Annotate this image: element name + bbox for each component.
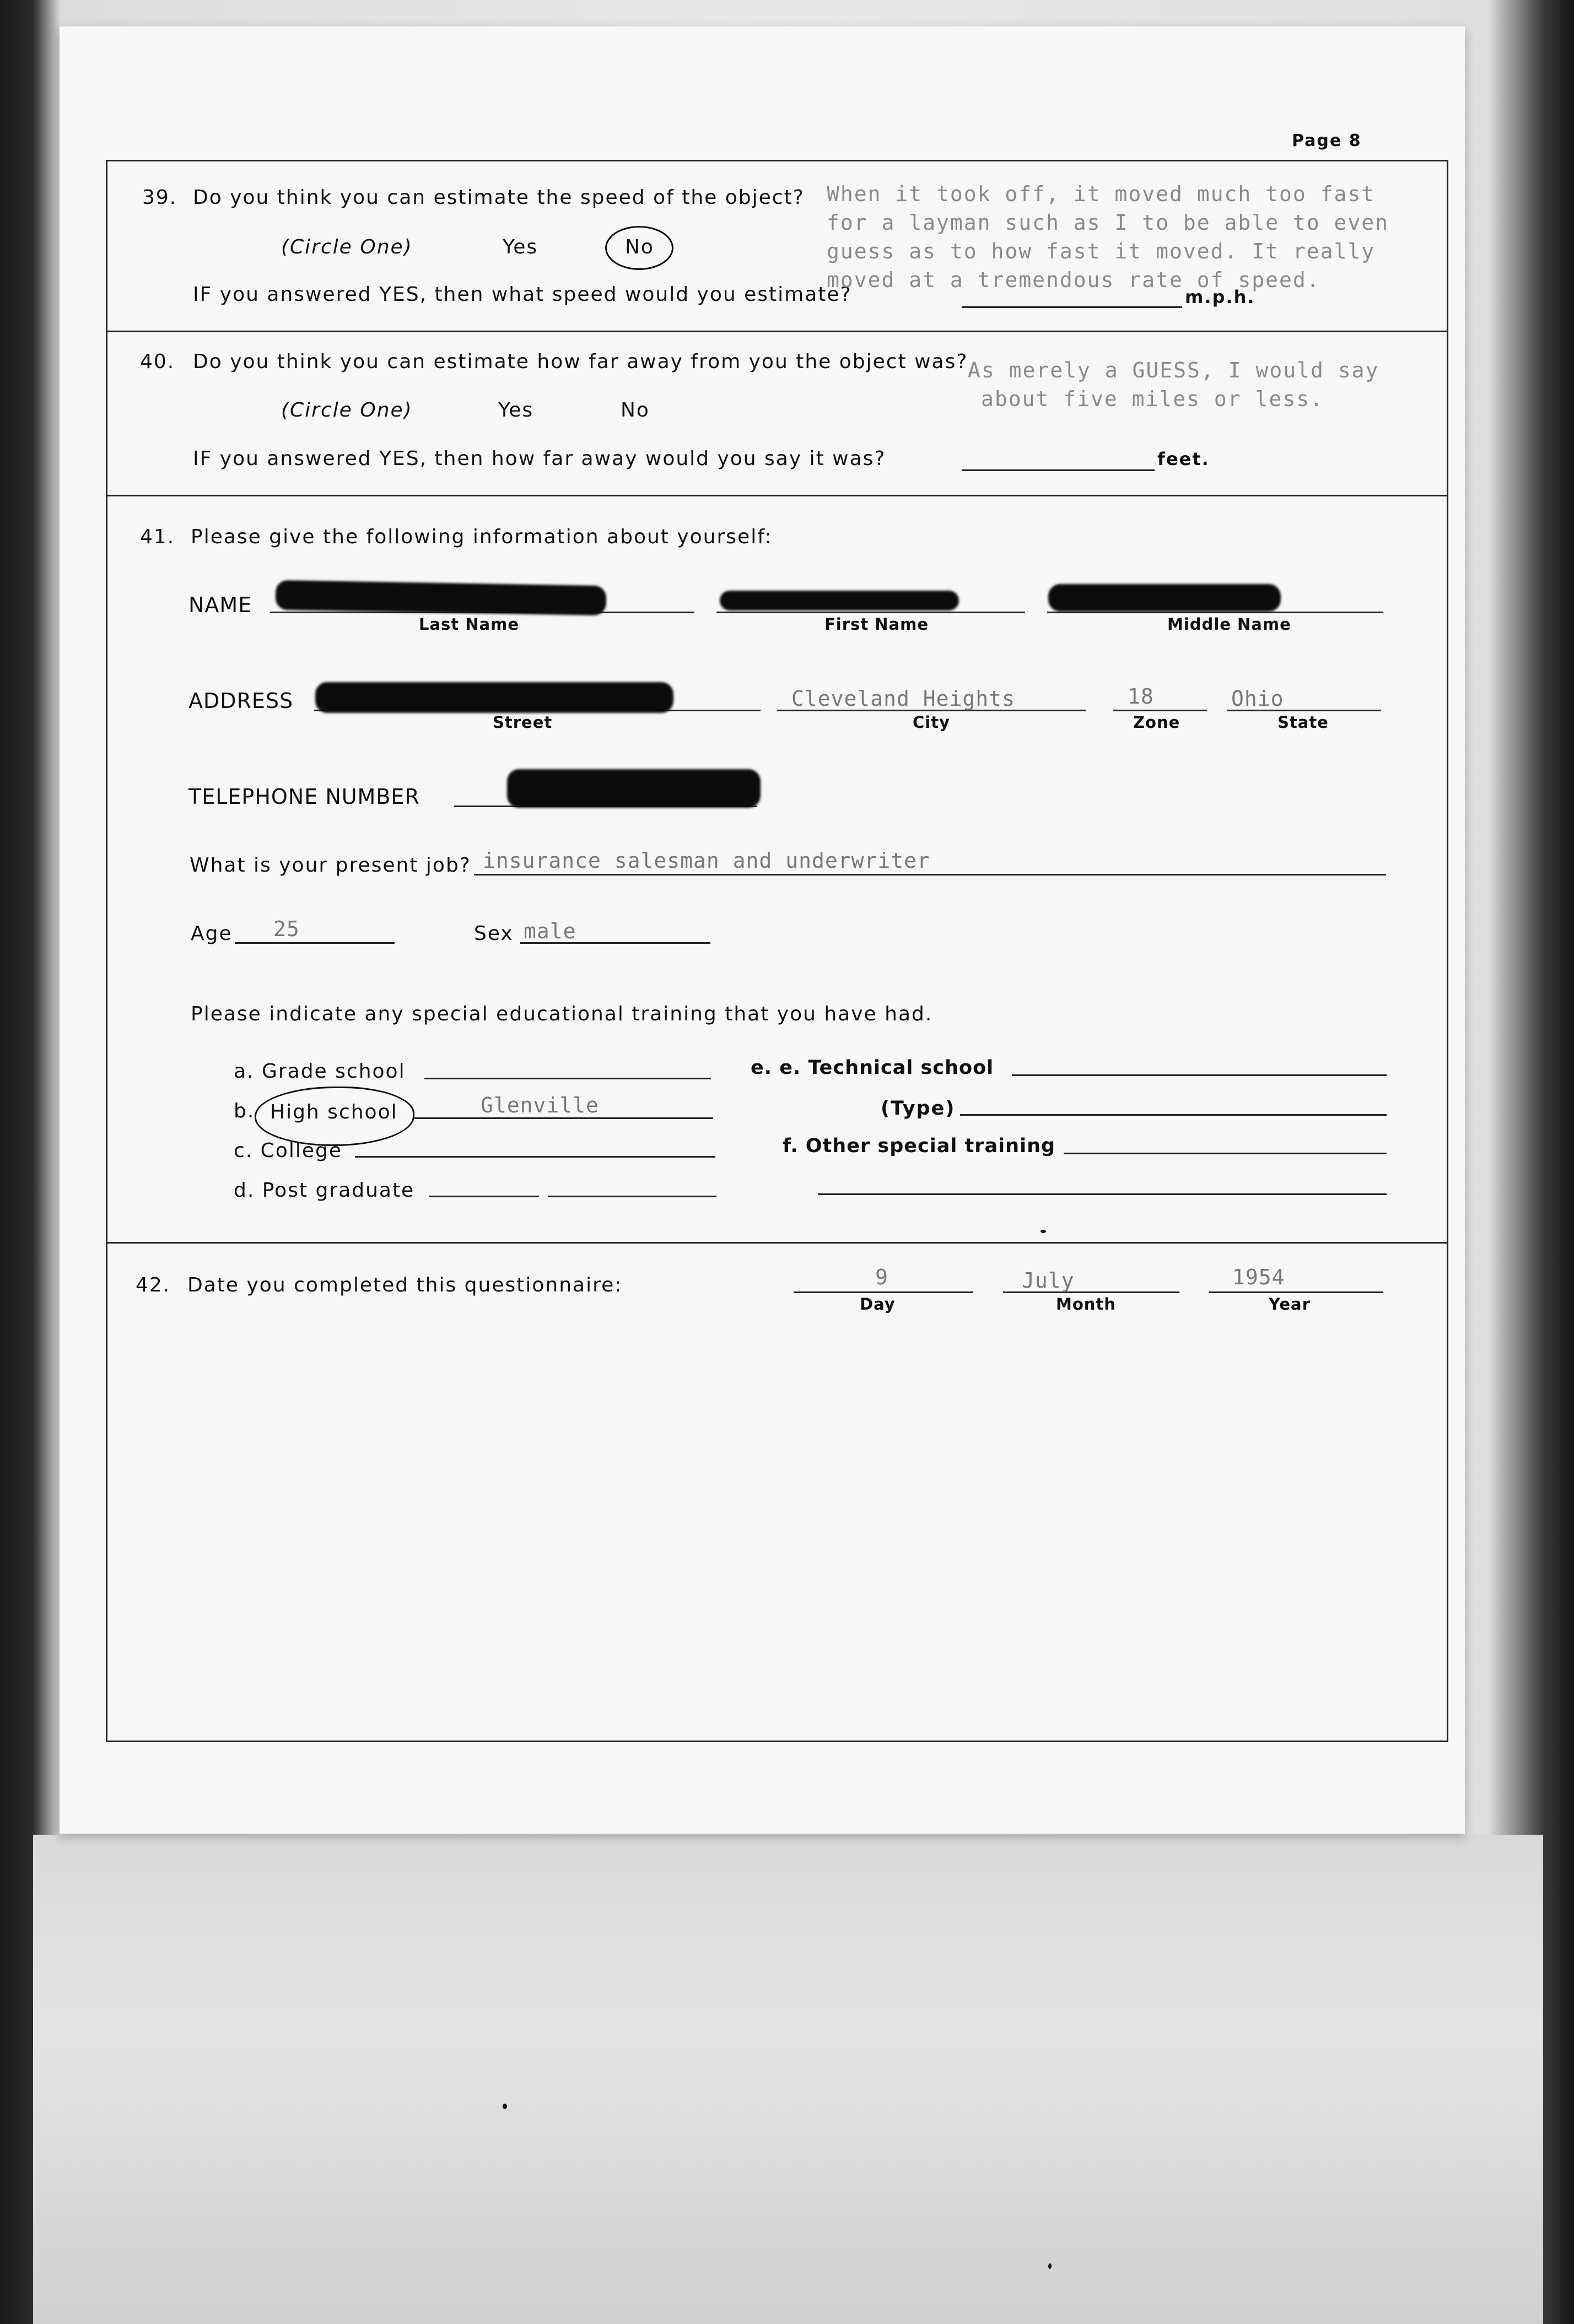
q41-number: 41. — [140, 526, 175, 548]
job-value: insurance salesman and underwriter — [483, 848, 930, 873]
sex-value: male — [524, 919, 576, 943]
q39-question: Do you think you can estimate the speed of the object? — [193, 186, 805, 209]
q39-unit: m.p.h. — [1185, 287, 1255, 307]
q39-answer-line-3: guess as to how fast it moved. It really — [827, 239, 1376, 263]
street-caption: Street — [493, 713, 553, 732]
edu-b-prefix: b. — [234, 1100, 255, 1122]
edu-technical-school: e. e. Technical school — [751, 1057, 994, 1079]
dust-speck — [503, 2104, 507, 2109]
state-value: Ohio — [1231, 687, 1284, 711]
technical-school-line — [1012, 1074, 1387, 1076]
dust-speck — [1041, 1230, 1046, 1233]
last-name-caption: Last Name — [419, 615, 519, 634]
q39-yes: Yes — [503, 236, 538, 258]
q40-question: Do you think you can estimate how far away from you the object was? — [193, 350, 968, 373]
month-value: July — [1022, 1268, 1075, 1293]
day-value: 9 — [875, 1265, 888, 1289]
q42-question: Date you completed this questionnaire: — [187, 1274, 623, 1296]
edu-other-training: f. Other special training — [783, 1135, 1056, 1157]
dust-speck — [1048, 2263, 1052, 2269]
edu-college: c. College — [234, 1139, 342, 1162]
job-line — [474, 874, 1386, 875]
edu-type: (Type) — [881, 1098, 956, 1120]
q39-speed-line — [962, 306, 1182, 308]
street-redaction — [315, 682, 673, 713]
last-name-redaction — [276, 580, 607, 615]
q40-no: No — [621, 399, 650, 421]
year-line — [1209, 1291, 1383, 1293]
q40-circle-one: (Circle One) — [281, 399, 413, 421]
edu-post-graduate: d. Post graduate — [234, 1179, 415, 1202]
edu-grade-school: a. Grade school — [234, 1060, 406, 1083]
day-caption: Day — [860, 1295, 896, 1314]
q41-prompt: Please give the following information about yourself: — [191, 526, 773, 548]
other-training-line — [1064, 1153, 1387, 1154]
type-line — [960, 1114, 1387, 1116]
middle-name-redaction — [1048, 584, 1281, 612]
divider-39-40 — [106, 331, 1448, 332]
post-graduate-line-1 — [429, 1196, 539, 1197]
q39-followup: IF you answered YES, then what speed would you estimate? — [193, 283, 852, 306]
high-school-line — [414, 1117, 713, 1119]
state-caption: State — [1277, 713, 1329, 732]
zone-value: 18 — [1128, 684, 1154, 709]
job-label: What is your present job? — [190, 854, 471, 877]
first-name-line — [716, 612, 1025, 613]
zone-line — [1113, 710, 1207, 711]
page-number: Page 8 — [1292, 131, 1362, 150]
q40-number: 40. — [140, 350, 175, 373]
telephone-label: TELEPHONE NUMBER — [188, 785, 420, 809]
edu-high-school: High school — [270, 1101, 398, 1123]
age-line — [235, 942, 395, 944]
zone-caption: Zone — [1133, 713, 1180, 732]
q42-number: 42. — [136, 1274, 171, 1296]
q39-circle-one: (Circle One) — [281, 236, 413, 258]
lower-board — [33, 1835, 1543, 2324]
month-caption: Month — [1056, 1295, 1116, 1314]
q39-answer-line-4: moved at a tremendous rate of speed. — [827, 268, 1320, 292]
city-caption: City — [913, 713, 950, 732]
post-graduate-line-2 — [548, 1196, 716, 1197]
q39-no: No — [625, 236, 654, 258]
sex-label: Sex — [474, 922, 514, 945]
q39-answer-line-1: When it took off, it moved much too fast — [827, 182, 1376, 206]
year-caption: Year — [1269, 1295, 1311, 1314]
q40-answer-line-1: As merely a GUESS, I would say — [968, 358, 1379, 382]
name-label: NAME — [188, 593, 252, 617]
age-label: Age — [191, 922, 233, 945]
city-value: Cleveland Heights — [791, 687, 1015, 711]
first-name-caption: First Name — [824, 615, 929, 634]
other-training-line-2 — [818, 1193, 1387, 1195]
year-value: 1954 — [1232, 1265, 1285, 1289]
grade-school-line — [424, 1078, 711, 1079]
q40-answer-line-2: about five miles or less. — [981, 387, 1324, 411]
divider-41-42 — [106, 1242, 1448, 1244]
address-label: ADDRESS — [188, 689, 294, 713]
high-school-value: Glenville — [481, 1093, 599, 1117]
college-line — [355, 1156, 715, 1158]
age-value: 25 — [273, 917, 300, 941]
q40-yes: Yes — [498, 399, 534, 421]
day-line — [794, 1291, 973, 1293]
q39-number: 39. — [142, 186, 177, 209]
first-name-redaction — [720, 591, 959, 610]
q40-distance-line — [962, 469, 1155, 471]
q40-followup: IF you answered YES, then how far away would you say it was? — [193, 447, 886, 470]
q40-unit: feet. — [1157, 448, 1210, 469]
middle-name-line — [1047, 612, 1383, 613]
middle-name-caption: Middle Name — [1167, 615, 1291, 634]
telephone-redaction — [507, 769, 761, 808]
education-prompt: Please indicate any special educational training that you have had. — [191, 1003, 933, 1025]
divider-40-41 — [106, 495, 1448, 496]
q39-answer-line-2: for a layman such as I to be able to even — [827, 210, 1389, 235]
